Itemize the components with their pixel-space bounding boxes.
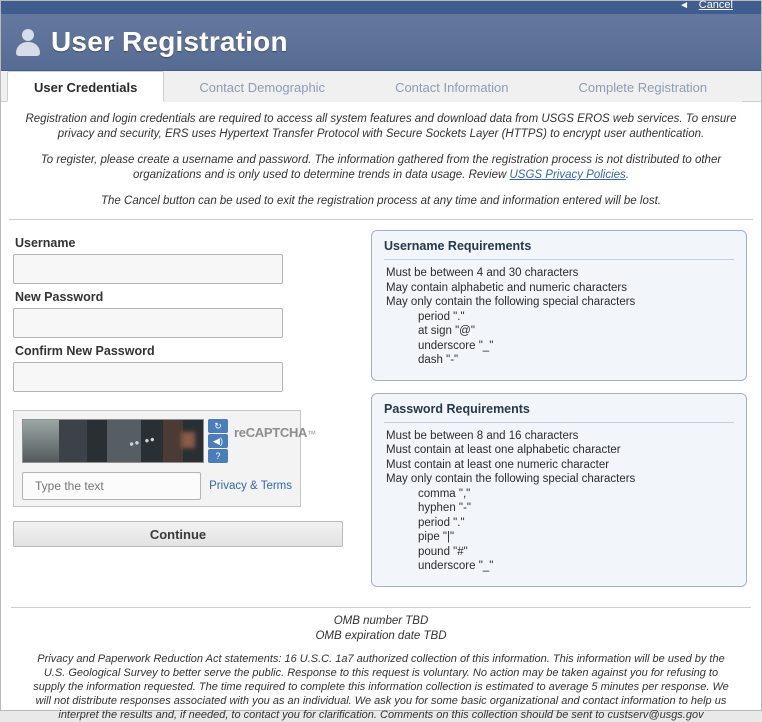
form-column bbox=[9, 230, 361, 599]
requirement-line: at sign "@" bbox=[418, 325, 475, 337]
person-icon bbox=[15, 27, 41, 57]
requirement-line: pipe "|" bbox=[418, 531, 455, 543]
tab-user-credentials[interactable]: User Credentials bbox=[7, 71, 164, 102]
password-requirements-title: Password Requirements bbox=[384, 402, 734, 423]
main-content bbox=[1, 220, 761, 599]
requirement-line: May contain alphabetic and numeric characters bbox=[386, 281, 627, 294]
captcha-refresh-icon[interactable]: ↻ bbox=[208, 419, 228, 433]
requirement-line: pound "#" bbox=[418, 545, 468, 558]
tab-contact-demographic[interactable]: Contact Demographic bbox=[164, 71, 360, 102]
intro-paragraph-2 bbox=[23, 153, 739, 183]
captcha-controls bbox=[208, 419, 228, 464]
captcha-widget bbox=[13, 410, 317, 507]
tab-contact-information[interactable]: Contact Information bbox=[360, 71, 543, 102]
recaptcha-brand-text: reCAPTCHA bbox=[234, 425, 308, 440]
username-requirements-panel bbox=[371, 230, 747, 381]
requirement-line: May only contain the following special characters bbox=[386, 296, 636, 308]
requirement-line: underscore "_" bbox=[418, 339, 494, 352]
captcha-image: •• •• bbox=[22, 419, 204, 463]
cancel-link[interactable]: Cancel bbox=[698, 0, 733, 11]
usgs-privacy-policies-link[interactable]: USGS Privacy Policies bbox=[509, 169, 626, 181]
captcha-bottom-row bbox=[22, 472, 292, 500]
continue-button[interactable]: Continue bbox=[13, 521, 343, 547]
confirm-password-label: Confirm New Password bbox=[15, 344, 155, 358]
requirement-line: period "." bbox=[418, 516, 465, 529]
requirement-line: Must contain at least one numeric character bbox=[386, 458, 610, 471]
confirm-password-input[interactable] bbox=[13, 362, 283, 392]
username-label: Username bbox=[15, 236, 76, 250]
captcha-help-icon[interactable]: ? bbox=[208, 449, 228, 463]
intro-p2-before: To register, please create a username and password. The information gathered from the registration process is not distributed to other organizations and is only used to determine trends in data usage. Review bbox=[40, 154, 722, 181]
tab-bar bbox=[1, 71, 761, 102]
intro-p2-after: . bbox=[625, 169, 630, 181]
username-input[interactable] bbox=[13, 254, 283, 284]
paperwork-reduction-act-statement: Privacy and Paperwork Reduction Act statements: 16 U.S.C. 1a7 authorized collection of this information. This information will be used by the U.S. Geological Survey to better serve the public. Response to this request is voluntary. No action may be taken against you for refusing to supply the information requested. The time required to complete this information collection is estimated to average 5 minutes per response. We will not distribute responses associated with you as an individual. We ask you for some basic organizational and contact information to help us interpret the results and, if needed, to contact you for clarification. Comments on this collection should be sent to custserv@usgs.gov bbox=[33, 652, 729, 721]
page-header bbox=[1, 14, 761, 71]
privacy-and-terms-link[interactable]: Privacy & Terms bbox=[209, 480, 292, 492]
omb-expiration: OMB expiration date TBD bbox=[315, 629, 447, 642]
requirement-line: comma "," bbox=[418, 487, 471, 500]
new-password-label: New Password bbox=[15, 290, 104, 304]
requirement-line: Must contain at least one alphabetic character bbox=[386, 444, 621, 456]
requirements-column bbox=[361, 230, 747, 599]
recaptcha-trademark: ™ bbox=[307, 429, 317, 439]
captcha-top-row bbox=[22, 419, 317, 464]
intro-paragraph-1: Registration and login credentials are required to access all system features and download data from USGS EROS web services. To ensure privacy and security, ERS uses Hypertext Transfer Protocol with Secure Sockets Layer (HTTPS) to encrypt user authentication. bbox=[25, 113, 737, 140]
omb-number: OMB number TBD bbox=[333, 614, 429, 627]
requirement-line: Must be between 4 and 30 characters bbox=[386, 267, 579, 279]
username-requirements-title: Username Requirements bbox=[384, 239, 734, 260]
tab-complete-registration[interactable]: Complete Registration bbox=[544, 71, 743, 102]
page-footer bbox=[11, 607, 751, 722]
captcha-input[interactable] bbox=[22, 472, 201, 500]
intro-text bbox=[9, 102, 753, 220]
password-requirements-panel bbox=[371, 393, 747, 587]
captcha-audio-icon[interactable]: ◀) bbox=[208, 434, 228, 448]
requirement-line: hyphen "-" bbox=[418, 502, 471, 514]
requirement-line: underscore "_" bbox=[418, 560, 494, 572]
recaptcha-logo bbox=[234, 419, 317, 440]
new-password-input[interactable] bbox=[13, 308, 283, 338]
requirement-line: May only contain the following special characters bbox=[386, 473, 636, 485]
intro-paragraph-3: The Cancel button can be used to exit the registration process at any time and information entered will be lost. bbox=[101, 195, 661, 207]
requirement-line: period "." bbox=[418, 310, 465, 323]
page-title: User Registration bbox=[51, 26, 288, 57]
top-strip bbox=[1, 1, 761, 14]
requirement-line: dash "-" bbox=[418, 354, 459, 366]
cancel-arrow-icon: ◄ bbox=[679, 0, 689, 11]
requirement-line: Must be between 8 and 16 characters bbox=[386, 429, 579, 442]
